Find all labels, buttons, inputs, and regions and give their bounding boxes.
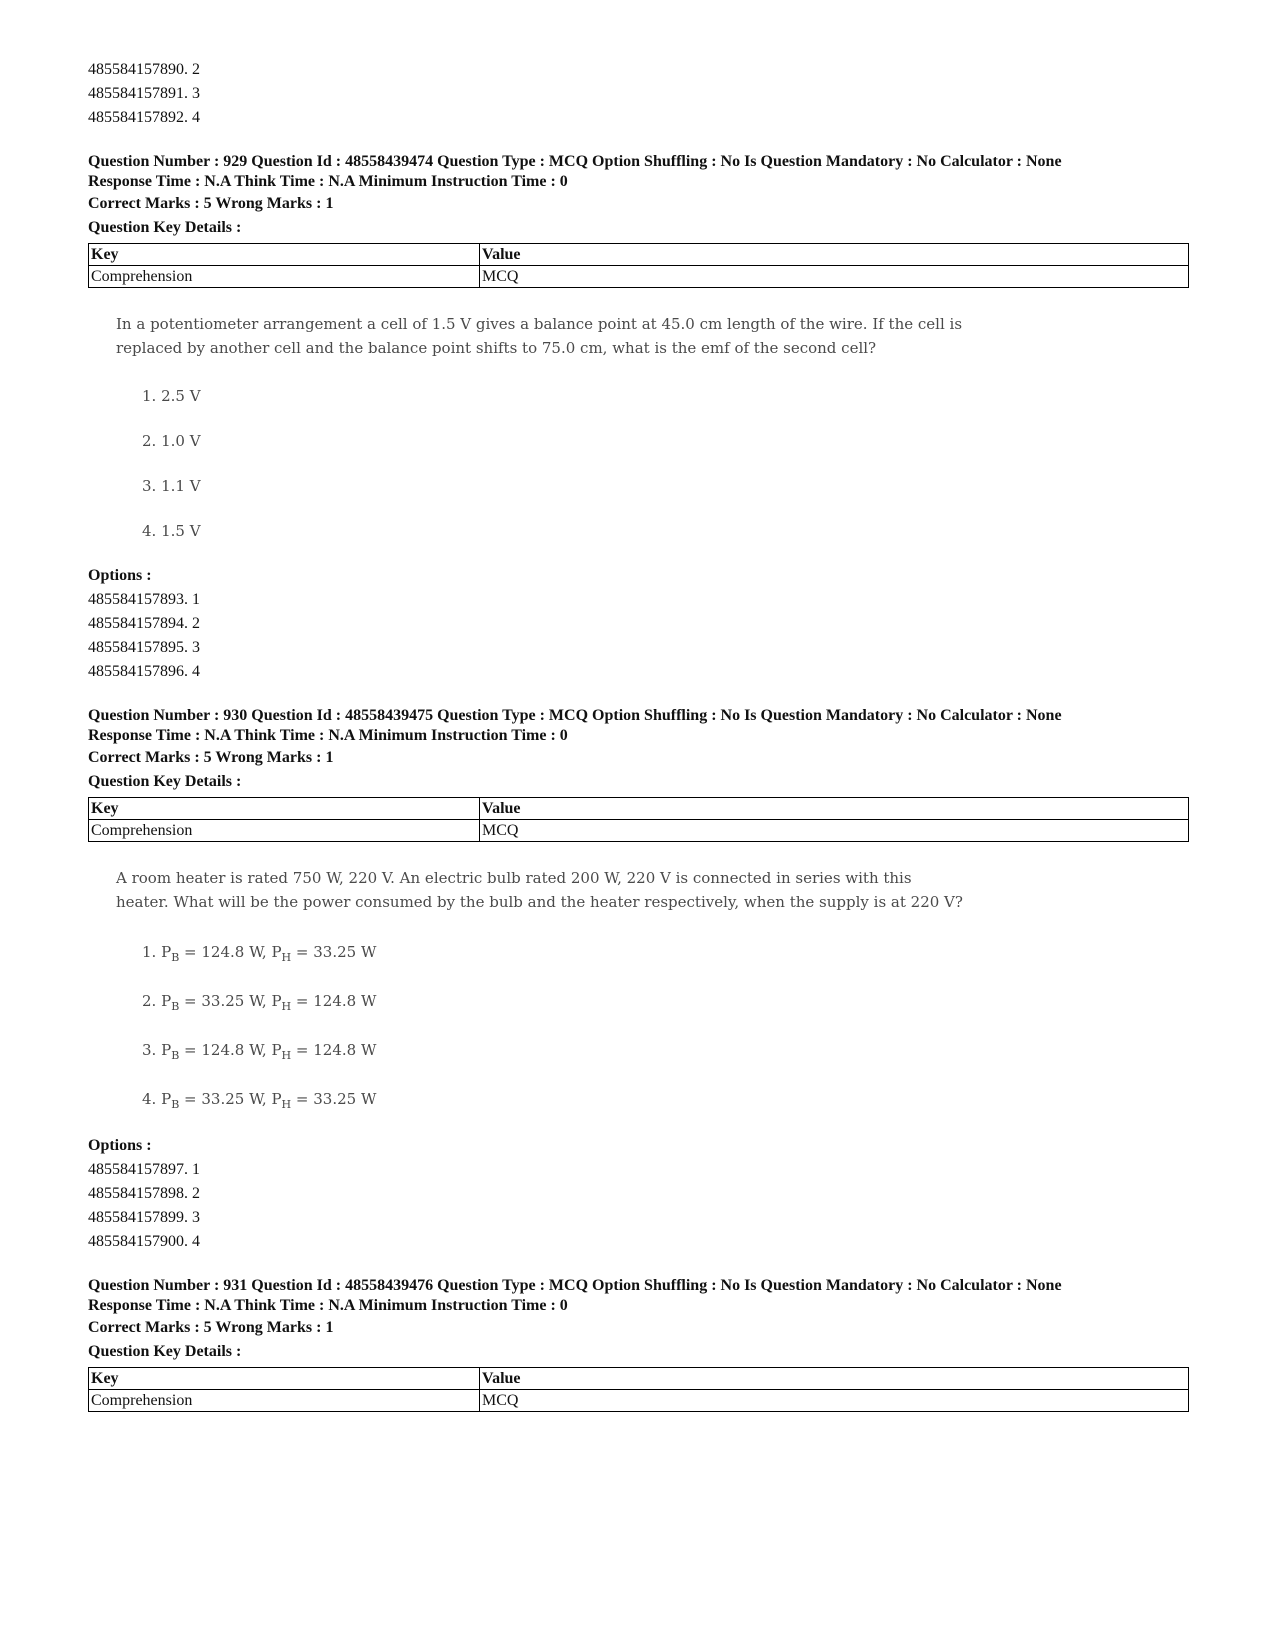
marks-line: Correct Marks : 5 Wrong Marks : 1 xyxy=(88,195,334,212)
key-cell: Comprehension xyxy=(89,1390,480,1412)
answer-choice: 3. $P_B = 124.8$ W, $P_H = 124.8$ W xyxy=(142,1041,377,1062)
option-item: 485584157898. 2 xyxy=(88,1185,200,1202)
option-item: 485584157895. 3 xyxy=(88,639,200,656)
key-details-label: Question Key Details : xyxy=(88,219,242,236)
question-section-931 xyxy=(88,1276,1188,1412)
question-text-line: In a potentiometer arrangement a cell of 1.5 V gives a balance point at 45.0 cm length of the wire. If the cell is xyxy=(116,315,963,333)
options-section xyxy=(88,1134,1188,1254)
answer-choice: 4. 1.5 V xyxy=(142,522,201,540)
value-cell: MCQ xyxy=(480,266,1189,288)
value-header: Value xyxy=(480,244,1189,266)
answer-choice: 2. 1.0 V xyxy=(142,432,201,450)
table-header-row xyxy=(89,798,1189,820)
table-row xyxy=(89,1390,1189,1412)
question-text xyxy=(116,866,1016,914)
marks-line: Correct Marks : 5 Wrong Marks : 1 xyxy=(88,749,334,766)
question-header-line2: Response Time : N.A Think Time : N.A Minimum Instruction Time : 0 xyxy=(88,1297,568,1314)
answer-choice: 3. 1.1 V xyxy=(142,477,201,495)
answer-choice: 4. $P_B = 33.25$ W, $P_H = 33.25$ W xyxy=(142,1090,377,1111)
table-header-row xyxy=(89,1368,1189,1390)
option-item: 485584157894. 2 xyxy=(88,615,200,632)
document-page xyxy=(88,58,1188,1412)
key-details-label: Question Key Details : xyxy=(88,773,242,790)
question-header-line1: Question Number : 931 Question Id : 48558439476 Question Type : MCQ Option Shuffling : No Is Question Mandatory : No Calculator : None xyxy=(88,1277,1062,1294)
table-header-row xyxy=(89,244,1189,266)
answer-choices xyxy=(142,374,1188,554)
key-details-table xyxy=(88,243,1189,288)
question-section-930 xyxy=(88,706,1188,1254)
key-cell: Comprehension xyxy=(89,266,480,288)
question-header-line2: Response Time : N.A Think Time : N.A Minimum Instruction Time : 0 xyxy=(88,727,568,744)
options-label: Options : xyxy=(88,1137,152,1154)
table-row xyxy=(89,820,1189,842)
question-text-line: heater. What will be the power consumed by the bulb and the heater respectively, when the supply is at 220 V? xyxy=(116,893,963,911)
value-cell: MCQ xyxy=(480,820,1189,842)
options-label: Options : xyxy=(88,567,152,584)
answer-choice: 2. $P_B = 33.25$ W, $P_H = 124.8$ W xyxy=(142,992,377,1013)
question-image xyxy=(116,866,1188,1124)
marks-line: Correct Marks : 5 Wrong Marks : 1 xyxy=(88,1319,334,1336)
option-item: 485584157891. 3 xyxy=(88,85,200,102)
key-details-label: Question Key Details : xyxy=(88,1343,242,1360)
question-text xyxy=(116,312,1016,360)
option-item: 485584157897. 1 xyxy=(88,1161,200,1178)
question-text-line: replaced by another cell and the balance point shifts to 75.0 cm, what is the emf of the second cell? xyxy=(116,339,877,357)
key-header: Key xyxy=(89,798,480,820)
value-cell: MCQ xyxy=(480,1390,1189,1412)
option-item: 485584157893. 1 xyxy=(88,591,200,608)
option-item: 485584157899. 3 xyxy=(88,1209,200,1226)
option-item: 485584157896. 4 xyxy=(88,663,200,680)
value-header: Value xyxy=(480,1368,1189,1390)
answer-choice: 1. 2.5 V xyxy=(142,387,201,405)
question-section-929 xyxy=(88,152,1188,684)
option-item: 485584157890. 2 xyxy=(88,61,200,78)
option-item: 485584157892. 4 xyxy=(88,109,200,126)
value-header: Value xyxy=(480,798,1189,820)
table-row xyxy=(89,266,1189,288)
question-image xyxy=(116,312,1188,554)
question-header-line1: Question Number : 930 Question Id : 48558439475 Question Type : MCQ Option Shuffling : No Is Question Mandatory : No Calculator : None xyxy=(88,707,1062,724)
key-cell: Comprehension xyxy=(89,820,480,842)
question-header-line2: Response Time : N.A Think Time : N.A Minimum Instruction Time : 0 xyxy=(88,173,568,190)
question-text-line: A room heater is rated 750 W, 220 V. An electric bulb rated 200 W, 220 V is connected in series with this xyxy=(116,869,912,887)
question-header-line1: Question Number : 929 Question Id : 48558439474 Question Type : MCQ Option Shuffling : No Is Question Mandatory : No Calculator : None xyxy=(88,153,1062,170)
previous-options-list xyxy=(88,58,1188,130)
answer-choices xyxy=(142,928,1188,1124)
option-item: 485584157900. 4 xyxy=(88,1233,200,1250)
answer-choice: 1. $P_B = 124.8$ W, $P_H = 33.25$ W xyxy=(142,943,377,964)
key-header: Key xyxy=(89,1368,480,1390)
key-details-table xyxy=(88,797,1189,842)
key-header: Key xyxy=(89,244,480,266)
options-section xyxy=(88,564,1188,684)
key-details-table xyxy=(88,1367,1189,1412)
